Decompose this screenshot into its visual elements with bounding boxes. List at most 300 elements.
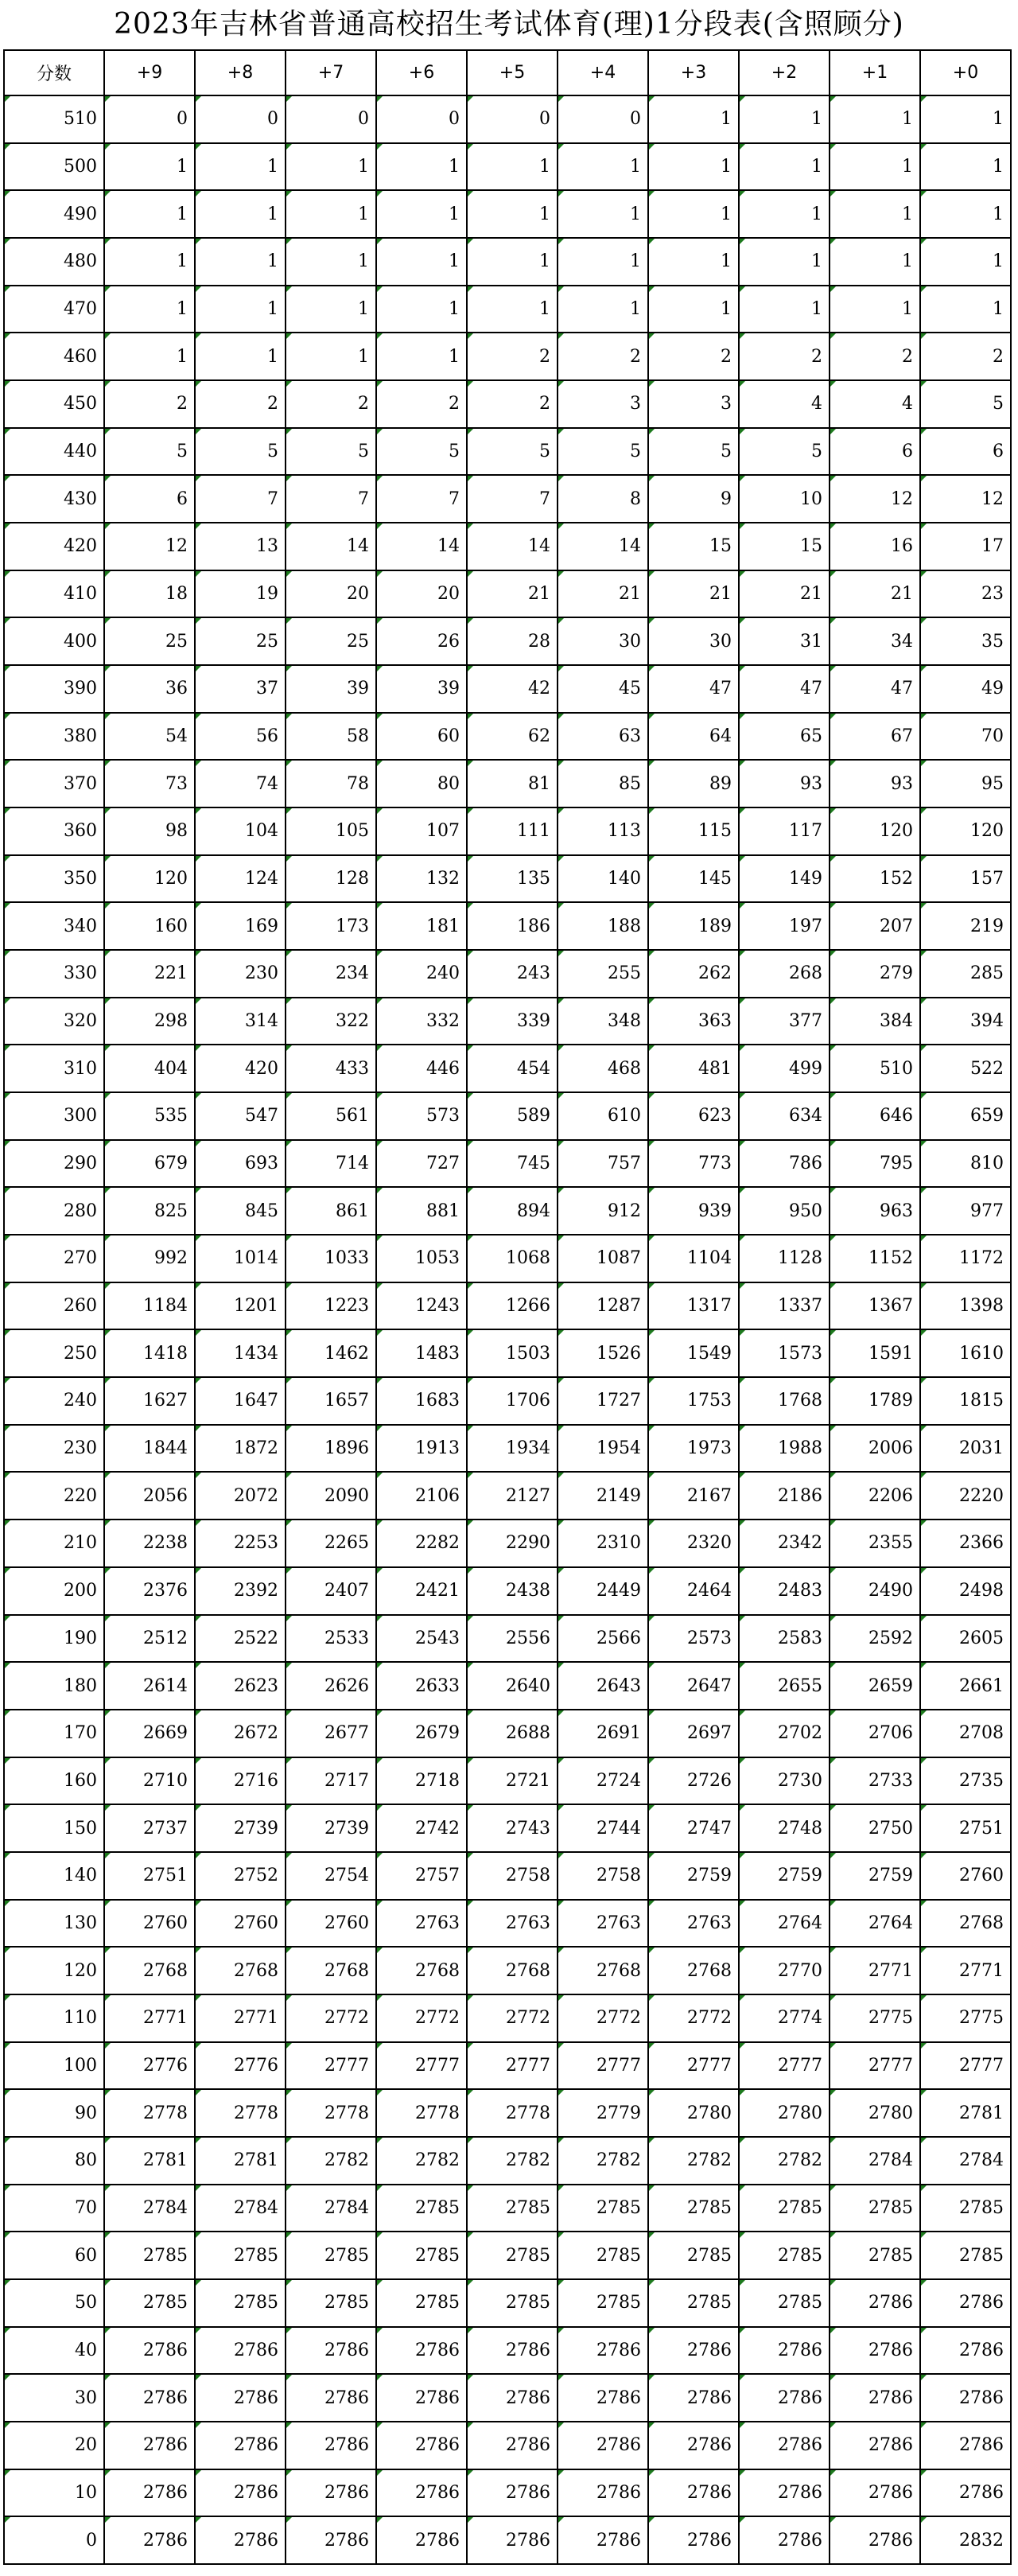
count-cell: 2759 bbox=[830, 1852, 920, 1900]
count-cell: 5 bbox=[104, 428, 195, 476]
count-cell: 12 bbox=[104, 523, 195, 570]
count-cell: 2785 bbox=[830, 2185, 920, 2232]
table-row bbox=[4, 1377, 1011, 1425]
count-cell: 2583 bbox=[739, 1615, 830, 1663]
count-cell: 992 bbox=[104, 1235, 195, 1282]
table-row bbox=[4, 428, 1011, 476]
count-cell: 404 bbox=[104, 1045, 195, 1092]
count-cell: 67 bbox=[830, 713, 920, 761]
count-cell: 2730 bbox=[739, 1757, 830, 1805]
count-cell: 861 bbox=[286, 1187, 376, 1235]
score-cell: 20 bbox=[4, 2422, 104, 2469]
count-cell: 2626 bbox=[286, 1662, 376, 1710]
count-cell: 2786 bbox=[920, 2374, 1011, 2422]
count-cell: 5 bbox=[648, 428, 739, 476]
score-table bbox=[3, 49, 1012, 2565]
score-cell: 280 bbox=[4, 1187, 104, 1235]
count-cell: 1 bbox=[920, 286, 1011, 333]
count-cell: 47 bbox=[648, 665, 739, 713]
table-row bbox=[4, 1045, 1011, 1092]
table-row bbox=[4, 2374, 1011, 2422]
count-cell: 1 bbox=[104, 238, 195, 286]
count-cell: 2677 bbox=[286, 1710, 376, 1757]
count-cell: 3 bbox=[558, 380, 648, 428]
count-cell: 2786 bbox=[467, 2469, 558, 2517]
count-cell: 2786 bbox=[920, 2279, 1011, 2327]
count-cell: 2366 bbox=[920, 1520, 1011, 1567]
table-row bbox=[4, 665, 1011, 713]
count-cell: 2781 bbox=[920, 2089, 1011, 2137]
count-cell: 1 bbox=[286, 143, 376, 191]
score-cell: 350 bbox=[4, 855, 104, 903]
count-cell: 39 bbox=[286, 665, 376, 713]
count-cell: 2784 bbox=[195, 2185, 286, 2232]
count-cell: 268 bbox=[739, 950, 830, 998]
count-cell: 2661 bbox=[920, 1662, 1011, 1710]
count-cell: 2785 bbox=[286, 2232, 376, 2279]
count-cell: 2768 bbox=[920, 1900, 1011, 1948]
count-cell: 20 bbox=[286, 570, 376, 618]
count-cell: 1526 bbox=[558, 1329, 648, 1377]
count-cell: 446 bbox=[376, 1045, 467, 1092]
score-cell: 40 bbox=[4, 2327, 104, 2375]
count-cell: 1 bbox=[376, 143, 467, 191]
count-cell: 70 bbox=[920, 713, 1011, 761]
score-cell: 490 bbox=[4, 190, 104, 238]
count-cell: 2770 bbox=[739, 1947, 830, 1994]
table-row bbox=[4, 1235, 1011, 1282]
score-cell: 60 bbox=[4, 2232, 104, 2279]
table-row bbox=[4, 2422, 1011, 2469]
count-cell: 2752 bbox=[195, 1852, 286, 1900]
count-cell: 2778 bbox=[376, 2089, 467, 2137]
count-cell: 49 bbox=[920, 665, 1011, 713]
count-cell: 2149 bbox=[558, 1472, 648, 1520]
count-cell: 14 bbox=[467, 523, 558, 570]
count-cell: 25 bbox=[195, 617, 286, 665]
table-row bbox=[4, 1092, 1011, 1140]
count-cell: 2760 bbox=[104, 1900, 195, 1948]
table-row bbox=[4, 143, 1011, 191]
score-cell: 110 bbox=[4, 1994, 104, 2042]
count-cell: 255 bbox=[558, 950, 648, 998]
count-cell: 1 bbox=[376, 333, 467, 380]
count-cell: 1223 bbox=[286, 1282, 376, 1330]
table-body bbox=[4, 95, 1011, 2564]
score-cell: 210 bbox=[4, 1520, 104, 1567]
table-row bbox=[4, 1757, 1011, 1805]
column-header-offset: +8 bbox=[195, 50, 286, 95]
count-cell: 2771 bbox=[830, 1947, 920, 1994]
count-cell: 2786 bbox=[830, 2469, 920, 2517]
count-cell: 2512 bbox=[104, 1615, 195, 1663]
count-cell: 1872 bbox=[195, 1425, 286, 1473]
count-cell: 1266 bbox=[467, 1282, 558, 1330]
count-cell: 2786 bbox=[648, 2327, 739, 2375]
count-cell: 8 bbox=[558, 475, 648, 523]
count-cell: 757 bbox=[558, 1140, 648, 1188]
count-cell: 39 bbox=[376, 665, 467, 713]
count-cell: 2785 bbox=[648, 2279, 739, 2327]
count-cell: 65 bbox=[739, 713, 830, 761]
count-cell: 74 bbox=[195, 760, 286, 807]
count-cell: 2776 bbox=[104, 2042, 195, 2090]
score-cell: 120 bbox=[4, 1947, 104, 1994]
table-row bbox=[4, 2137, 1011, 2185]
score-cell: 470 bbox=[4, 286, 104, 333]
count-cell: 2748 bbox=[739, 1804, 830, 1852]
count-cell: 2786 bbox=[558, 2374, 648, 2422]
count-cell: 2786 bbox=[195, 2469, 286, 2517]
count-cell: 2640 bbox=[467, 1662, 558, 1710]
count-cell: 89 bbox=[648, 760, 739, 807]
count-cell: 2768 bbox=[467, 1947, 558, 1994]
count-cell: 81 bbox=[467, 760, 558, 807]
table-row bbox=[4, 1282, 1011, 1330]
count-cell: 2785 bbox=[739, 2279, 830, 2327]
count-cell: 1 bbox=[920, 95, 1011, 143]
count-cell: 20 bbox=[376, 570, 467, 618]
column-header-offset: +7 bbox=[286, 50, 376, 95]
count-cell: 1647 bbox=[195, 1377, 286, 1425]
count-cell: 2786 bbox=[558, 2516, 648, 2564]
score-cell: 310 bbox=[4, 1045, 104, 1092]
count-cell: 2742 bbox=[376, 1804, 467, 1852]
count-cell: 2786 bbox=[830, 2279, 920, 2327]
count-cell: 2376 bbox=[104, 1567, 195, 1615]
count-cell: 2832 bbox=[920, 2516, 1011, 2564]
count-cell: 47 bbox=[739, 665, 830, 713]
count-cell: 2556 bbox=[467, 1615, 558, 1663]
score-cell: 170 bbox=[4, 1710, 104, 1757]
count-cell: 2733 bbox=[830, 1757, 920, 1805]
count-cell: 2768 bbox=[558, 1947, 648, 1994]
table-row bbox=[4, 902, 1011, 950]
count-cell: 2785 bbox=[104, 2279, 195, 2327]
count-cell: 573 bbox=[376, 1092, 467, 1140]
count-cell: 1706 bbox=[467, 1377, 558, 1425]
count-cell: 454 bbox=[467, 1045, 558, 1092]
count-cell: 2737 bbox=[104, 1804, 195, 1852]
count-cell: 1 bbox=[376, 286, 467, 333]
count-cell: 35 bbox=[920, 617, 1011, 665]
count-cell: 2 bbox=[467, 333, 558, 380]
count-cell: 727 bbox=[376, 1140, 467, 1188]
column-header-score: 分数 bbox=[4, 50, 104, 95]
count-cell: 1 bbox=[286, 190, 376, 238]
count-cell: 1 bbox=[739, 143, 830, 191]
count-cell: 152 bbox=[830, 855, 920, 903]
count-cell: 2786 bbox=[739, 2516, 830, 2564]
score-cell: 460 bbox=[4, 333, 104, 380]
count-cell: 64 bbox=[648, 713, 739, 761]
count-cell: 2777 bbox=[739, 2042, 830, 2090]
count-cell: 12 bbox=[920, 475, 1011, 523]
table-row bbox=[4, 523, 1011, 570]
count-cell: 2786 bbox=[376, 2516, 467, 2564]
count-cell: 2785 bbox=[467, 2279, 558, 2327]
count-cell: 2786 bbox=[376, 2469, 467, 2517]
count-cell: 2779 bbox=[558, 2089, 648, 2137]
count-cell: 1418 bbox=[104, 1329, 195, 1377]
count-cell: 17 bbox=[920, 523, 1011, 570]
count-cell: 2775 bbox=[920, 1994, 1011, 2042]
count-cell: 1 bbox=[467, 190, 558, 238]
score-cell: 300 bbox=[4, 1092, 104, 1140]
count-cell: 2031 bbox=[920, 1425, 1011, 1473]
count-cell: 322 bbox=[286, 998, 376, 1045]
count-cell: 2726 bbox=[648, 1757, 739, 1805]
count-cell: 2679 bbox=[376, 1710, 467, 1757]
count-cell: 36 bbox=[104, 665, 195, 713]
count-cell: 111 bbox=[467, 807, 558, 855]
table-row bbox=[4, 713, 1011, 761]
count-cell: 2784 bbox=[830, 2137, 920, 2185]
count-cell: 2776 bbox=[195, 2042, 286, 2090]
count-cell: 2355 bbox=[830, 1520, 920, 1567]
count-cell: 104 bbox=[195, 807, 286, 855]
count-cell: 377 bbox=[739, 998, 830, 1045]
count-cell: 1 bbox=[195, 238, 286, 286]
table-row bbox=[4, 2469, 1011, 2517]
count-cell: 157 bbox=[920, 855, 1011, 903]
count-cell: 140 bbox=[558, 855, 648, 903]
count-cell: 0 bbox=[286, 95, 376, 143]
count-cell: 243 bbox=[467, 950, 558, 998]
count-cell: 1 bbox=[104, 286, 195, 333]
count-cell: 6 bbox=[920, 428, 1011, 476]
column-header-offset: +6 bbox=[376, 50, 467, 95]
score-cell: 10 bbox=[4, 2469, 104, 2517]
table-row bbox=[4, 1852, 1011, 1900]
count-cell: 2 bbox=[648, 333, 739, 380]
count-cell: 7 bbox=[195, 475, 286, 523]
count-cell: 2777 bbox=[286, 2042, 376, 2090]
count-cell: 10 bbox=[739, 475, 830, 523]
count-cell: 21 bbox=[558, 570, 648, 618]
count-cell: 298 bbox=[104, 998, 195, 1045]
count-cell: 2785 bbox=[195, 2279, 286, 2327]
count-cell: 1287 bbox=[558, 1282, 648, 1330]
count-cell: 2786 bbox=[286, 2374, 376, 2422]
count-cell: 499 bbox=[739, 1045, 830, 1092]
table-row bbox=[4, 380, 1011, 428]
table-row bbox=[4, 1804, 1011, 1852]
count-cell: 795 bbox=[830, 1140, 920, 1188]
count-cell: 85 bbox=[558, 760, 648, 807]
table-row bbox=[4, 1900, 1011, 1948]
table-row bbox=[4, 570, 1011, 618]
count-cell: 30 bbox=[648, 617, 739, 665]
count-cell: 1 bbox=[739, 95, 830, 143]
count-cell: 2320 bbox=[648, 1520, 739, 1567]
table-row bbox=[4, 2327, 1011, 2375]
count-cell: 786 bbox=[739, 1140, 830, 1188]
count-cell: 1172 bbox=[920, 1235, 1011, 1282]
count-cell: 2220 bbox=[920, 1472, 1011, 1520]
count-cell: 481 bbox=[648, 1045, 739, 1092]
table-row bbox=[4, 286, 1011, 333]
count-cell: 2786 bbox=[104, 2516, 195, 2564]
count-cell: 189 bbox=[648, 902, 739, 950]
count-cell: 1 bbox=[739, 190, 830, 238]
count-cell: 23 bbox=[920, 570, 1011, 618]
count-cell: 2772 bbox=[648, 1994, 739, 2042]
count-cell: 2780 bbox=[830, 2089, 920, 2137]
count-cell: 2785 bbox=[467, 2232, 558, 2279]
count-cell: 58 bbox=[286, 713, 376, 761]
count-cell: 1549 bbox=[648, 1329, 739, 1377]
score-cell: 340 bbox=[4, 902, 104, 950]
count-cell: 1483 bbox=[376, 1329, 467, 1377]
count-cell: 2669 bbox=[104, 1710, 195, 1757]
count-cell: 2647 bbox=[648, 1662, 739, 1710]
count-cell: 2759 bbox=[648, 1852, 739, 1900]
count-cell: 535 bbox=[104, 1092, 195, 1140]
count-cell: 950 bbox=[739, 1187, 830, 1235]
count-cell: 2342 bbox=[739, 1520, 830, 1567]
count-cell: 2056 bbox=[104, 1472, 195, 1520]
count-cell: 2006 bbox=[830, 1425, 920, 1473]
count-cell: 2253 bbox=[195, 1520, 286, 1567]
column-header-offset: +1 bbox=[830, 50, 920, 95]
count-cell: 2786 bbox=[739, 2422, 830, 2469]
count-cell: 7 bbox=[286, 475, 376, 523]
count-cell: 634 bbox=[739, 1092, 830, 1140]
table-row bbox=[4, 807, 1011, 855]
table-row bbox=[4, 1662, 1011, 1710]
count-cell: 1934 bbox=[467, 1425, 558, 1473]
count-cell: 2763 bbox=[376, 1900, 467, 1948]
table-row bbox=[4, 2185, 1011, 2232]
score-cell: 480 bbox=[4, 238, 104, 286]
count-cell: 679 bbox=[104, 1140, 195, 1188]
count-cell: 1789 bbox=[830, 1377, 920, 1425]
count-cell: 2407 bbox=[286, 1567, 376, 1615]
table-row bbox=[4, 1994, 1011, 2042]
count-cell: 1337 bbox=[739, 1282, 830, 1330]
count-cell: 2708 bbox=[920, 1710, 1011, 1757]
count-cell: 2786 bbox=[286, 2422, 376, 2469]
count-cell: 2449 bbox=[558, 1567, 648, 1615]
count-cell: 2760 bbox=[286, 1900, 376, 1948]
count-cell: 1 bbox=[467, 286, 558, 333]
column-header-offset: +4 bbox=[558, 50, 648, 95]
count-cell: 2747 bbox=[648, 1804, 739, 1852]
count-cell: 2238 bbox=[104, 1520, 195, 1567]
count-cell: 2777 bbox=[376, 2042, 467, 2090]
count-cell: 1 bbox=[920, 190, 1011, 238]
count-cell: 2786 bbox=[467, 2516, 558, 2564]
count-cell: 19 bbox=[195, 570, 286, 618]
count-cell: 1 bbox=[195, 333, 286, 380]
count-cell: 2 bbox=[558, 333, 648, 380]
count-cell: 3 bbox=[648, 380, 739, 428]
count-cell: 2786 bbox=[104, 2374, 195, 2422]
count-cell: 1 bbox=[920, 143, 1011, 191]
count-cell: 2785 bbox=[467, 2185, 558, 2232]
count-cell: 2771 bbox=[920, 1947, 1011, 1994]
count-cell: 2754 bbox=[286, 1852, 376, 1900]
count-cell: 1 bbox=[830, 238, 920, 286]
count-cell: 2592 bbox=[830, 1615, 920, 1663]
count-cell: 93 bbox=[830, 760, 920, 807]
count-cell: 6 bbox=[104, 475, 195, 523]
column-header-offset: +9 bbox=[104, 50, 195, 95]
count-cell: 646 bbox=[830, 1092, 920, 1140]
count-cell: 1 bbox=[830, 143, 920, 191]
count-cell: 45 bbox=[558, 665, 648, 713]
count-cell: 2786 bbox=[830, 2374, 920, 2422]
count-cell: 135 bbox=[467, 855, 558, 903]
count-cell: 2282 bbox=[376, 1520, 467, 1567]
count-cell: 285 bbox=[920, 950, 1011, 998]
score-cell: 100 bbox=[4, 2042, 104, 2090]
column-header-offset: +2 bbox=[739, 50, 830, 95]
count-cell: 5 bbox=[286, 428, 376, 476]
count-cell: 1104 bbox=[648, 1235, 739, 1282]
count-cell: 47 bbox=[830, 665, 920, 713]
count-cell: 2 bbox=[376, 380, 467, 428]
count-cell: 2786 bbox=[195, 2374, 286, 2422]
count-cell: 1 bbox=[739, 286, 830, 333]
score-cell: 150 bbox=[4, 1804, 104, 1852]
count-cell: 2786 bbox=[467, 2422, 558, 2469]
count-cell: 107 bbox=[376, 807, 467, 855]
count-cell: 93 bbox=[739, 760, 830, 807]
score-cell: 220 bbox=[4, 1472, 104, 1520]
count-cell: 1954 bbox=[558, 1425, 648, 1473]
score-cell: 360 bbox=[4, 807, 104, 855]
table-row bbox=[4, 617, 1011, 665]
count-cell: 2716 bbox=[195, 1757, 286, 1805]
count-cell: 21 bbox=[830, 570, 920, 618]
count-cell: 2786 bbox=[195, 2327, 286, 2375]
count-cell: 2421 bbox=[376, 1567, 467, 1615]
count-cell: 2775 bbox=[830, 1994, 920, 2042]
table-row bbox=[4, 1472, 1011, 1520]
count-cell: 2691 bbox=[558, 1710, 648, 1757]
count-cell: 2735 bbox=[920, 1757, 1011, 1805]
table-row bbox=[4, 1567, 1011, 1615]
count-cell: 21 bbox=[467, 570, 558, 618]
count-cell: 5 bbox=[920, 380, 1011, 428]
count-cell: 2786 bbox=[739, 2327, 830, 2375]
count-cell: 939 bbox=[648, 1187, 739, 1235]
count-cell: 2785 bbox=[286, 2279, 376, 2327]
table-row bbox=[4, 1187, 1011, 1235]
count-cell: 26 bbox=[376, 617, 467, 665]
count-cell: 2533 bbox=[286, 1615, 376, 1663]
count-cell: 2782 bbox=[467, 2137, 558, 2185]
count-cell: 420 bbox=[195, 1045, 286, 1092]
count-cell: 2778 bbox=[195, 2089, 286, 2137]
count-cell: 186 bbox=[467, 902, 558, 950]
count-cell: 34 bbox=[830, 617, 920, 665]
count-cell: 0 bbox=[104, 95, 195, 143]
count-cell: 2768 bbox=[195, 1947, 286, 1994]
count-cell: 2 bbox=[739, 333, 830, 380]
count-cell: 2786 bbox=[558, 2327, 648, 2375]
count-cell: 2490 bbox=[830, 1567, 920, 1615]
count-cell: 714 bbox=[286, 1140, 376, 1188]
count-cell: 2785 bbox=[648, 2185, 739, 2232]
table-row bbox=[4, 998, 1011, 1045]
count-cell: 60 bbox=[376, 713, 467, 761]
count-cell: 1683 bbox=[376, 1377, 467, 1425]
score-cell: 370 bbox=[4, 760, 104, 807]
score-cell: 420 bbox=[4, 523, 104, 570]
